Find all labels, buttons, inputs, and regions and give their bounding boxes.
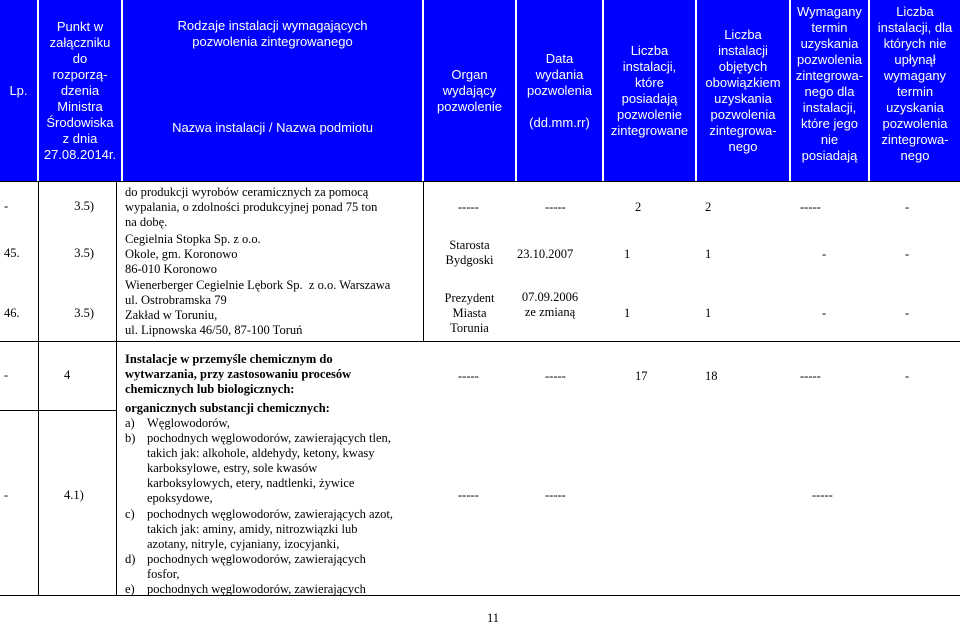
section2-sum-uplynal: - [905,369,910,383]
header-bottom-rule [0,181,960,182]
section3-sum-termin: ----- [812,488,833,502]
row45-organ: Starosta Bydgoski [445,238,494,267]
section1-sum-posiadajace: 2 [635,200,642,214]
section3-item-d-text: pochodnych węglowodorów, zawierających fosfor, [147,552,366,581]
row45-punkt: 3.5) [74,246,94,260]
section1-sum-objete: 2 [705,200,712,214]
table-bottom-rule [0,595,960,596]
header-installation-cell [123,0,422,181]
section2-punkt: 4 [64,368,71,382]
section2-sum-posiadajace: 17 [635,369,648,383]
row45-data: 23.10.2007 [517,247,574,261]
section3-item-a-text: Węglowodorów, [147,416,230,430]
row45-lp: 45. [4,246,20,260]
row45-termin: - [822,247,827,261]
page-number: 11 [487,611,500,625]
section3-item-a-marker: a) [125,416,135,430]
section1-sum-organ: ----- [458,200,479,214]
header-nazwa: Nazwa instalacji / Nazwa podmiotu [172,120,373,135]
section1-sum-termin: ----- [800,200,821,214]
row45-liczba-uplynal: - [905,247,910,261]
section-divider-left [0,410,116,411]
row46-liczba-posiadajace: 1 [624,306,631,320]
row46-punkt: 3.5) [74,306,94,320]
section3-item-c-text: pochodnych węglowodorów, zawierających azot, takich jak: aminy, amidy, nitrozwiązki lub azotany, nitryle, cyjaniany, izocyjanki, [147,507,393,551]
section3-item-e-text: pochodnych węglowodorów, zawierających [147,582,366,596]
section3-item-e-marker: e) [125,582,135,596]
row46-name: Wienerberger Cegielnie Lębork Sp. z o.o. Warszawa ul. Ostrobramska 79 Zakład w Toruniu, ul. Lipnowska 46/50, 87-100 Toruń [125,278,391,337]
section1-lp: - [4,199,9,213]
section3-intro: organicznych substancji chemicznych: [125,401,330,415]
header-liczba-posiadajace: Liczba instalacji, które posiadają pozwolenie zintegrowane [604,0,695,181]
header-punkt: Punkt w załączniku do rozporzą- dzenia Ministra Środowiska z dnia 27.08.2014r. [39,0,121,181]
section-divider [0,341,960,342]
row46-liczba-objete: 1 [705,306,712,320]
column-rule [116,181,117,595]
section2-sum-objete: 18 [705,369,718,383]
header-organ: Organ wydający pozwolenie [424,0,515,181]
section3-punkt: 4.1) [64,488,84,502]
section2-sum-data: ----- [545,369,566,383]
section3-lp: - [4,488,9,502]
column-rule [38,181,39,595]
section2-description: Instalacje w przemyśle chemicznym do wytwarzania, przy zastosowaniu procesów chemicznych lub biologicznych: [125,352,352,396]
section3-item-c-marker: c) [125,507,135,521]
row45-liczba-posiadajace: 1 [624,247,631,261]
header-lp: Lp. [0,0,37,181]
section1-description: do produkcji wyrobów ceramicznych za pomocą wypalania, o zdolności produkcyjnej ponad 75 ton na dobę. [125,185,378,229]
row46-organ: Prezydent Miasta Torunia [444,291,495,335]
row45-name: Cegielnia Stopka Sp. z o.o. Okole, gm. Koronowo 86-010 Koronowo [125,232,261,276]
row46-lp: 46. [4,306,20,320]
section2-lp: - [4,368,9,382]
section1-sum-data: ----- [545,200,566,214]
header-liczba-uplynal: Liczba instalacji, dla których nie upłynął wymagany termin uzyskania pozwolenia zintegrowa- nego [870,0,960,181]
section2-sum-organ: ----- [458,369,479,383]
row46-termin: - [822,306,827,320]
row46-data: 07.09.2006 ze zmianą [521,290,579,319]
header-rodzaje: Rodzaje instalacji wymagających pozwolenia zintegrowanego [177,18,368,49]
section2-sum-termin: ----- [800,369,821,383]
section1-punkt: 3.5) [74,199,94,213]
section1-sum-uplynal: - [905,200,910,214]
section3-item-b-text: pochodnych węglowodorów, zawierających tlen, takich jak: alkohole, aldehydy, ketony, kwasy karboksylowe, estry, sole kwasów karboksylowych, etery, nadtlenki, żywice epoksydowe, [147,431,391,505]
section3-sum-organ: ----- [458,488,479,502]
section3-item-b-marker: b) [125,431,136,445]
header-liczba-objete: Liczba instalacji objętych obowiązkiem uzyskania pozwolenia zintegrowa- nego [697,0,789,181]
row45-liczba-objete: 1 [705,247,712,261]
header-data: Data wydania pozwolenia (dd.mm.rr) [517,0,602,181]
section3-sum-data: ----- [545,488,566,502]
section3-item-d-marker: d) [125,552,136,566]
row46-liczba-uplynal: - [905,306,910,320]
header-wymagany-termin: Wymagany termin uzyskania pozwolenia zintegrowa- nego dla instalacji, które jego nie posiadają [791,0,868,181]
